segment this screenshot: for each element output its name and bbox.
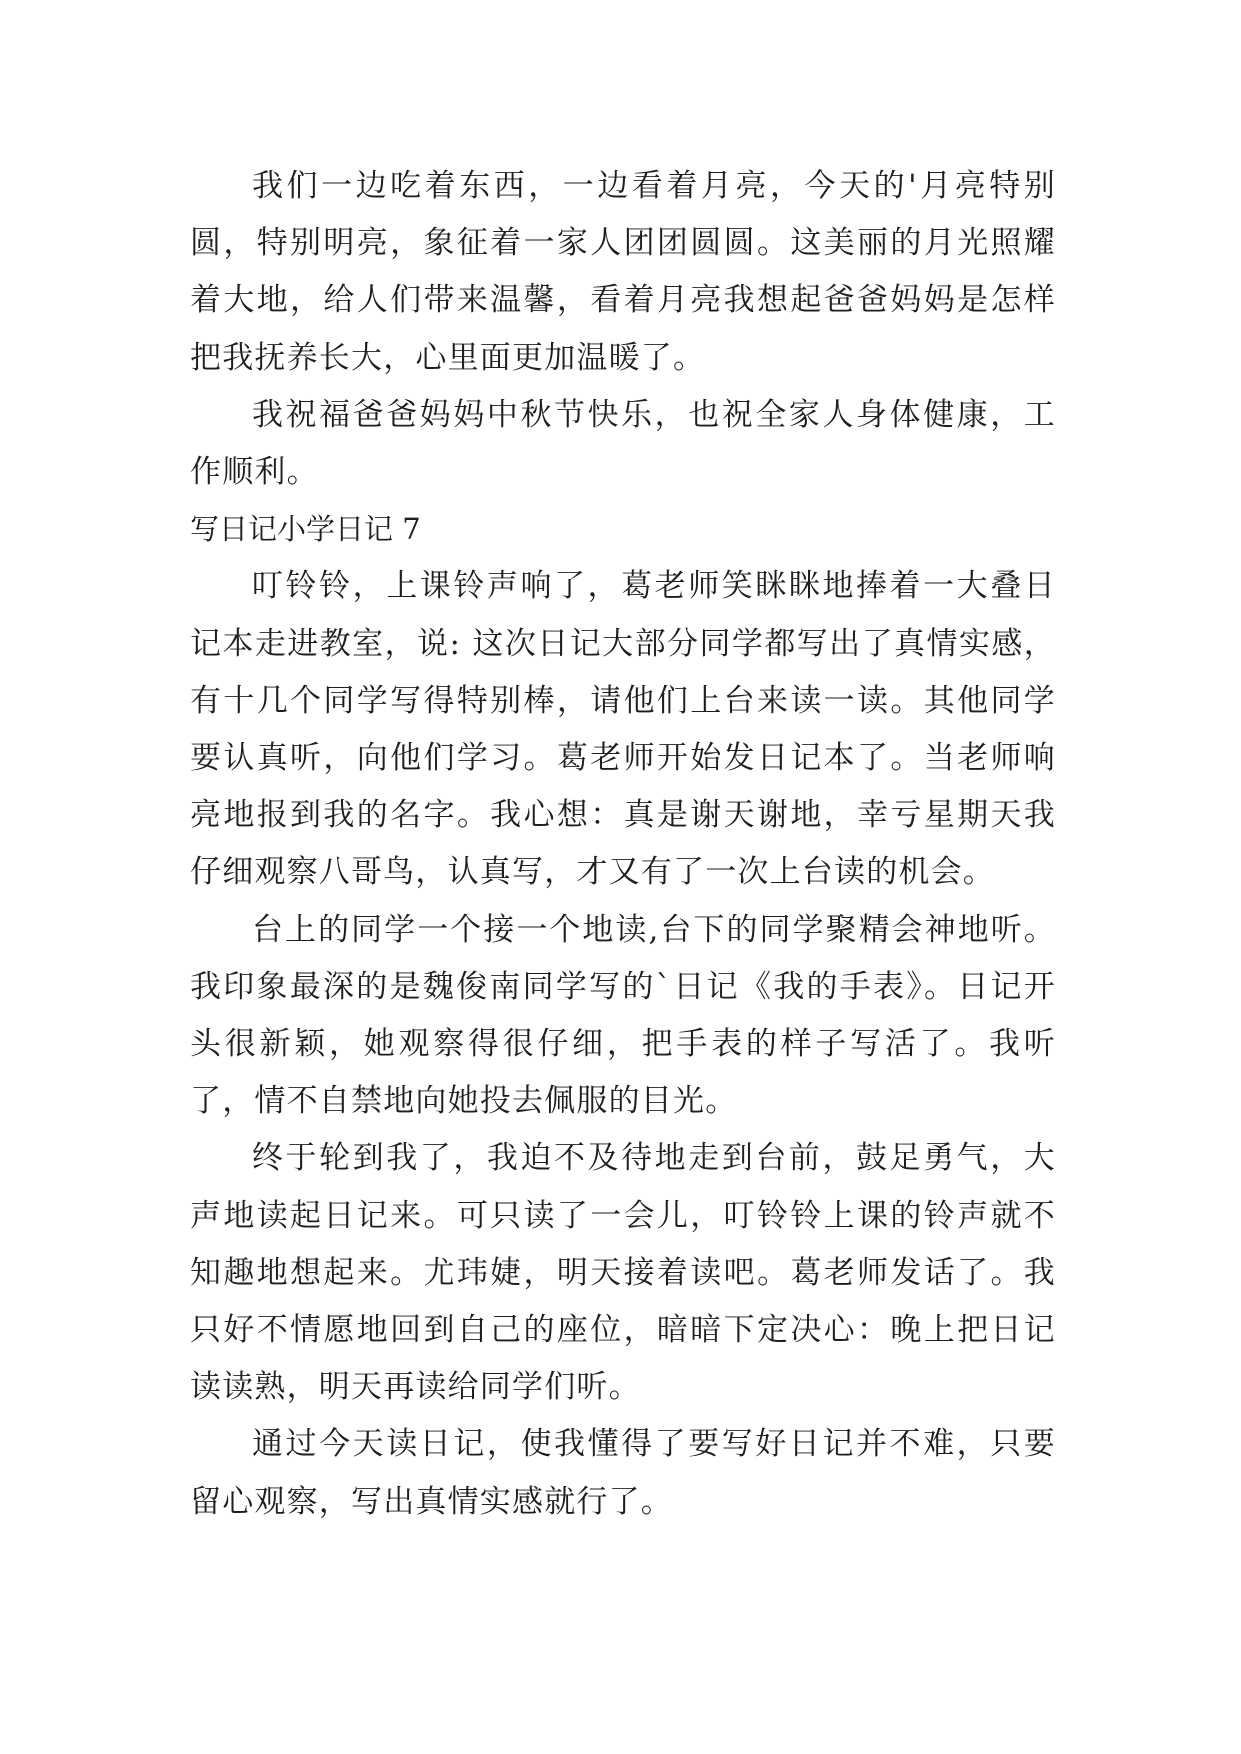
paragraph-conclusion: 通过今天读日记，使我懂得了要写好日记并不难，只要留心观察，写出真情实感就行了。 <box>190 1426 1056 1520</box>
paragraph-wishes: 我祝福爸爸妈妈中秋节快乐，也祝全家人身体健康，工作顺利。 <box>190 396 1056 491</box>
paragraph-classmates-reading: 台上的同学一个接一个地读,台下的同学聚精会神地听。我印象最深的是魏俊南同学写的`日记《我的手表》。日记开头很新颖，她观察得很仔细，把手表的样子写活了。我听了，情不自禁地向她投去佩服的目光。 <box>190 911 1056 1120</box>
section-title: 写日记小学日记 7 <box>190 512 421 547</box>
paragraph-my-turn: 终于轮到我了，我迫不及待地走到台前，鼓足勇气，大声地读起日记来。可只读了一会儿，叮铃铃上课的铃声就不知趣地想起来。尤玮婕，明天接着读吧。葛老师发话了。我只好不情愿地回到自己的座位，暗暗下定决心：晚上把日记读读熟，明天再读给同学们听。 <box>190 1140 1056 1406</box>
paragraph-moon: 我们一边吃着东西，一边看着月亮，今天的'月亮特别圆，特别明亮，象征着一家人团团圆圆。这美丽的月光照耀着大地，给人们带来温馨，看着月亮我想起爸爸妈妈是怎样把我抚养长大，心里面更加温暖了。 <box>190 168 1056 376</box>
document-body <box>190 158 1056 1531</box>
paragraph-class-bell: 叮铃铃，上课铃声响了，葛老师笑眯眯地捧着一大叠日记本走进教室，说: 这次日记大部分同学都写出了真情实感，有十几个同学写得特别棒，请他们上台来读一读。其他同学要认真听，向他们学习。葛老师开始发日记本了。当老师响亮地报到我的名字。我心想：真是谢天谢地，幸亏星期天我仔细观察八哥鸟，认真写，才又有了一次上台读的机会。 <box>190 568 1056 891</box>
